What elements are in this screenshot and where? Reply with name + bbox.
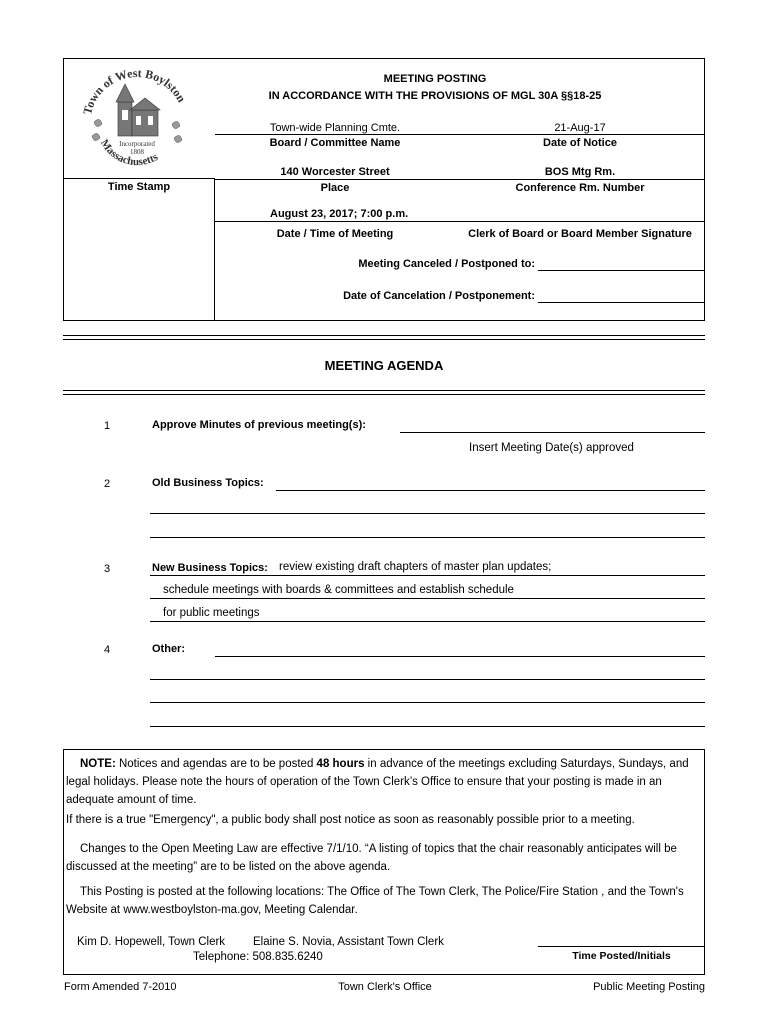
note-p1-b: in advance of the meetings excluding Saturdays, Sundays, and legal holidays. Please note the hours of operation of the Town Clerk’s Office to ensure that your posting is made in an adequate amount of time.: [66, 758, 689, 806]
time-stamp-area: [63, 178, 215, 321]
item4-number: 4: [104, 644, 111, 656]
cancel-date-input-line[interactable]: [538, 302, 705, 303]
posting-title: MEETING POSTING: [383, 73, 487, 85]
time-posted-label: Time Posted/Initials: [572, 950, 671, 962]
board-name-value[interactable]: Town-wide Planning Cmte.: [269, 122, 401, 134]
item1-number: 1: [104, 420, 111, 432]
footer-form-amended: Form Amended 7-2010: [64, 981, 177, 993]
datetime-row-line: [215, 221, 705, 222]
notice-date-label: Date of Notice: [543, 137, 617, 149]
signature-label: Clerk of Board or Board Member Signature: [468, 228, 692, 240]
note-48-hours: 48 hours: [316, 758, 365, 770]
item3-number: 3: [104, 563, 111, 575]
telephone: Telephone: 508.835.6240: [193, 951, 323, 963]
datetime-value[interactable]: August 23, 2017; 7:00 p.m.: [270, 208, 409, 220]
room-value[interactable]: BOS Mtg Rm.: [544, 166, 616, 178]
item4-input-line-2[interactable]: [150, 679, 705, 680]
board-name-label: Board / Committee Name: [269, 137, 401, 149]
item3-line2-text[interactable]: schedule meetings with boards & committees and establish schedule: [163, 584, 514, 596]
room-label: Conference Rm. Number: [515, 182, 645, 194]
seal-inc-line2: 1808: [130, 148, 144, 156]
note-paragraph-2: If there is a true "Emergency", a public body shall post notice as soon as reasonably possible prior to a meeting.: [66, 814, 635, 826]
note-paragraph-1: [66, 755, 702, 809]
item2-label: Old Business Topics:: [152, 477, 264, 489]
seal-inc-line1: Incorporated: [119, 140, 155, 148]
item1-input-line[interactable]: [400, 432, 705, 433]
posting-subtitle: IN ACCORDANCE WITH THE PROVISIONS OF MGL 30A §§18-25: [268, 90, 602, 102]
cancel-date-label: Date of Cancelation / Postponement:: [343, 290, 535, 302]
agenda-bottom-rule: [63, 390, 705, 395]
item2-input-line-3[interactable]: [150, 537, 705, 538]
item3-line3-text[interactable]: for public meetings: [163, 607, 260, 619]
agenda-title: MEETING AGENDA: [324, 358, 444, 373]
seal-top-text: Town of West Boylston: [80, 65, 189, 116]
item2-input-line-1[interactable]: [276, 490, 705, 491]
item4-label: Other:: [152, 643, 185, 655]
place-label: Place: [320, 182, 350, 194]
canceled-label: Meeting Canceled / Postponed to:: [358, 258, 535, 270]
town-clerk-name: Kim D. Hopewell, Town Clerk: [77, 936, 226, 948]
item2-number: 2: [104, 478, 111, 490]
item3-label: New Business Topics:: [152, 562, 268, 574]
place-value[interactable]: 140 Worcester Street: [280, 166, 390, 178]
item3-input-line-2: [150, 598, 705, 599]
agenda-top-rule: [63, 335, 705, 340]
item1-hint: Insert Meeting Date(s) approved: [469, 442, 634, 454]
time-posted-line[interactable]: [538, 946, 705, 947]
note-paragraph-4: This Posting is posted at the following locations: The Office of The Town Clerk, The Police/Fire Station , and the Town's Website at www.westboylston-ma.gov, Meeting Calendar.: [66, 886, 684, 916]
item4-input-line-4[interactable]: [150, 726, 705, 727]
notice-date-value[interactable]: 21-Aug-17: [554, 122, 606, 134]
item3-input-line-3: [150, 621, 705, 622]
item1-label: Approve Minutes of previous meeting(s):: [152, 419, 366, 431]
item3-input-line-1: [150, 575, 705, 576]
note-p1-a: Notices and agendas are to be posted: [115, 758, 317, 770]
item4-input-line-3[interactable]: [150, 702, 705, 703]
town-seal-icon: [72, 62, 202, 174]
item4-input-line-1[interactable]: [215, 656, 705, 657]
canceled-input-line[interactable]: [538, 270, 705, 271]
datetime-label: Date / Time of Meeting: [276, 228, 394, 240]
time-stamp-label: Time Stamp: [107, 181, 171, 193]
seal-bottom-text: Massachusetts: [97, 137, 161, 169]
item3-line1-text[interactable]: review existing draft chapters of master plan updates;: [279, 561, 552, 573]
board-row-line: [215, 134, 705, 135]
place-row-line: [215, 179, 705, 180]
footer-title: Public Meeting Posting: [593, 981, 705, 993]
footer-office: Town Clerk's Office: [338, 981, 432, 993]
note-lead: NOTE:: [80, 758, 116, 770]
assistant-clerk-name: Elaine S. Novia, Assistant Town Clerk: [253, 936, 444, 948]
item2-input-line-2[interactable]: [150, 513, 705, 514]
note-paragraph-3: Changes to the Open Meeting Law are effective 7/1/10. “A listing of topics that the chair reasonably anticipates will be discussed at the meeting” are to be listed on the above agenda.: [66, 843, 677, 873]
